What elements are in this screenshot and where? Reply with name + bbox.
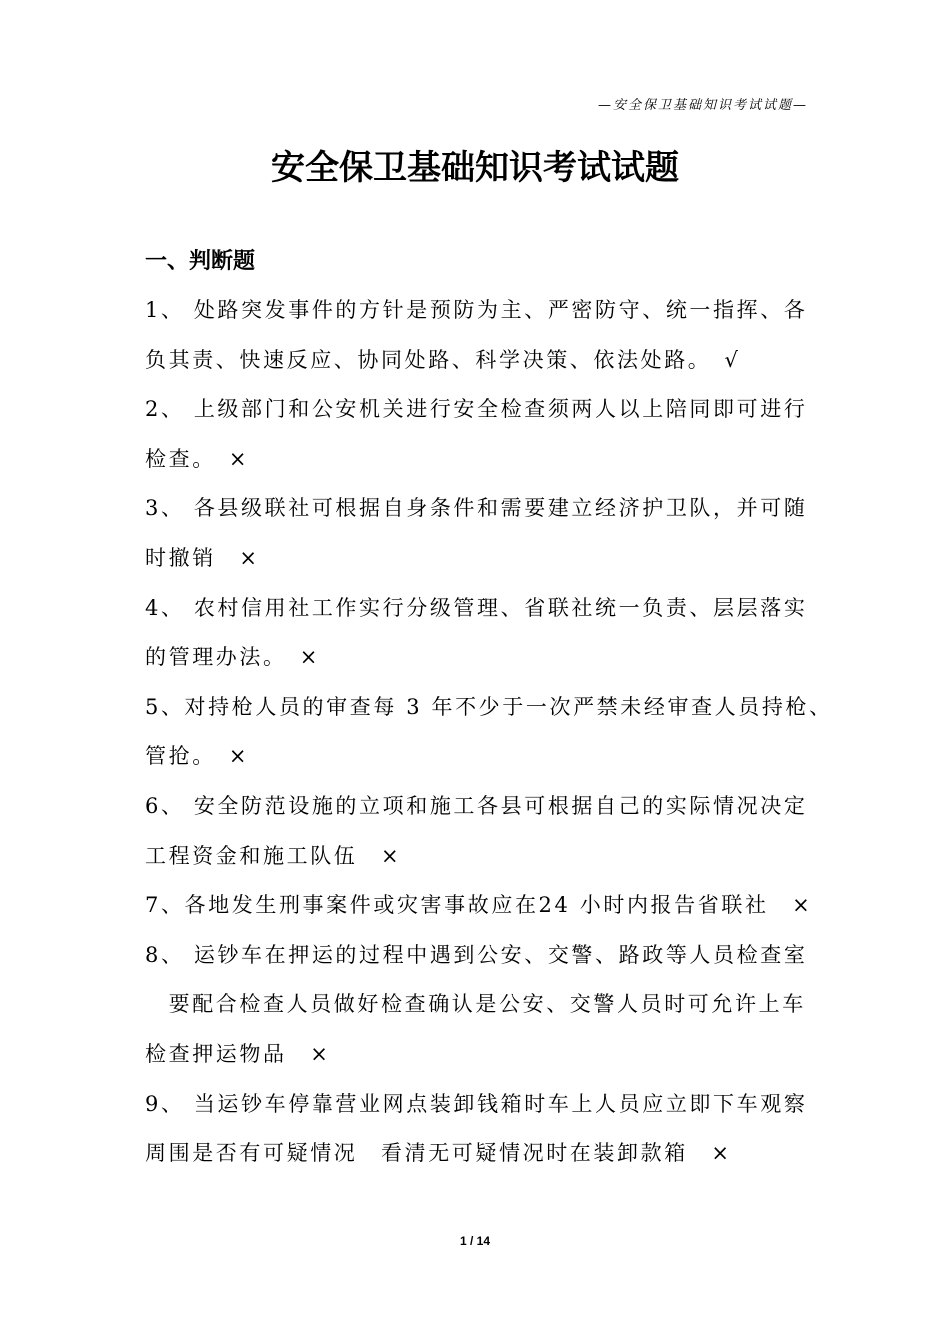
question-line: 周围是否有可疑情况 看清无可疑情况时在装卸款箱 × [145, 1141, 732, 1166]
page-number: 1 / 14 [459, 1234, 491, 1248]
question-line: 要配合检查人员做好检查确认是公安、交警人员时可允许上车 [145, 992, 806, 1017]
question-list [145, 286, 833, 1179]
question-line: 8、 运钞车在押运的过程中遇到公安、交警、路政等人员检查室 [145, 942, 808, 967]
question-line: 管抢。 × [145, 744, 250, 769]
question-line: 检查押运物品 × [145, 1041, 331, 1066]
question-line: 7、各地发生刑事案件或灾害事故应在24 小时内报告省联社 × [145, 893, 813, 918]
question-line: 5、对持枪人员的审查每 3 年不少于一次严禁未经审查人员持枪、 [145, 694, 833, 719]
question-line: 2、 上级部门和公安机关进行安全检查须两人以上陪同即可进行 [145, 397, 808, 422]
section-title: 一、判断题 [145, 248, 256, 274]
question-line: 检查。 × [145, 446, 250, 471]
question-line: 时撤销 × [145, 545, 260, 570]
question-line: 1、 处路突发事件的方针是预防为主、严密防守、统一指挥、各 [145, 298, 808, 322]
question-line: 负其责、快速反应、协同处路、科学决策、依法处路。 √ [145, 347, 741, 372]
question-line: 工程资金和施工队伍 × [145, 843, 402, 868]
question-line: 的管理办法。 × [145, 645, 320, 670]
question-line: 6、 安全防范设施的立项和施工各县可根据自己的实际情况决定 [145, 793, 808, 818]
running-header: —安全保卫基础知识考试试题— [597, 98, 808, 113]
question-line: 4、 农村信用社工作实行分级管理、省联社统一负责、层层落实 [145, 595, 808, 620]
question-line: 3、 各县级联社可根据自身条件和需要建立经济护卫队，并可随 [145, 496, 808, 521]
question-line: 9、 当运钞车停靠营业网点装卸钱箱时车上人员应立即下车观察 [145, 1091, 808, 1116]
document-title: 安全保卫基础知识考试试题 [271, 148, 679, 188]
